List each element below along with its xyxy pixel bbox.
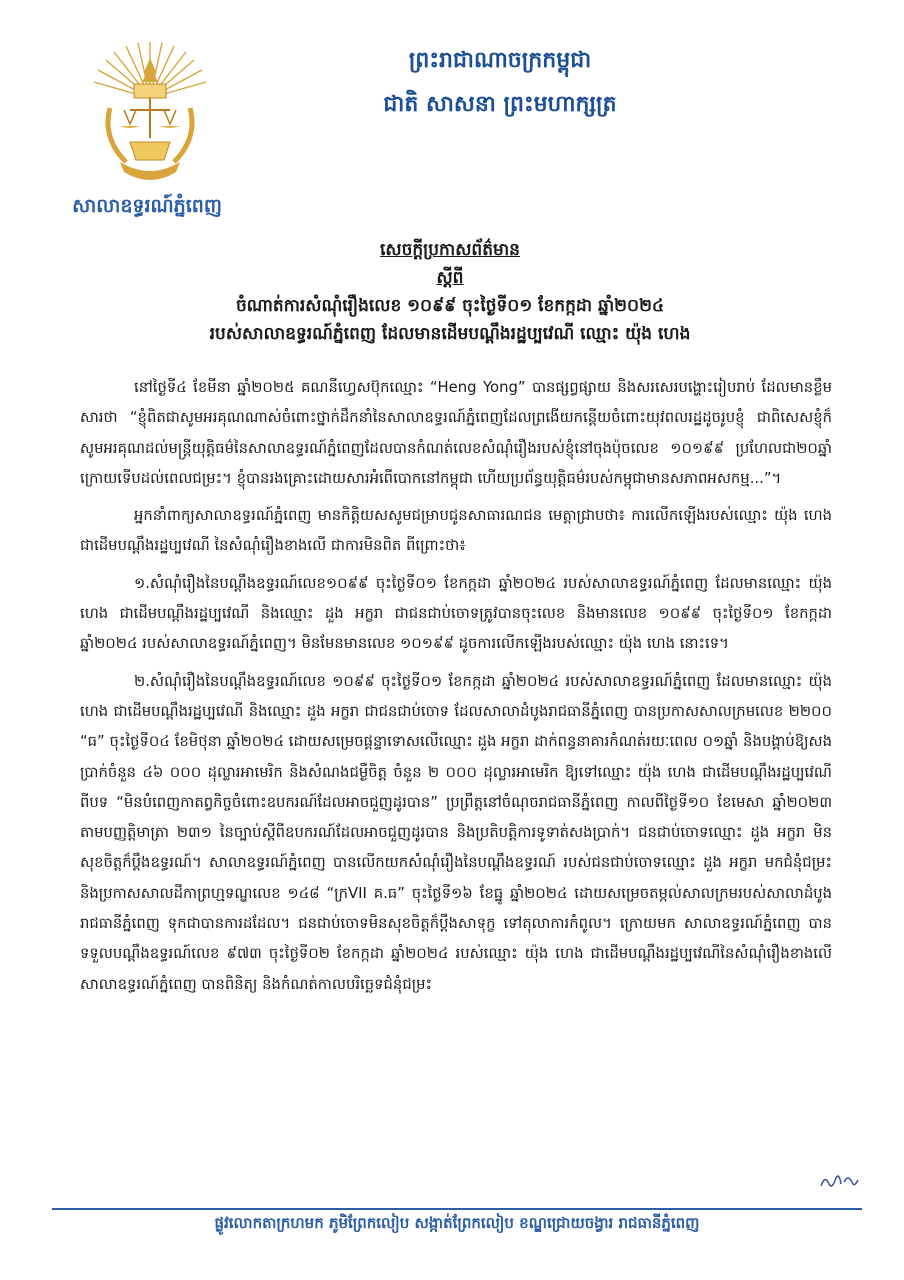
initials-signature <box>818 1170 862 1192</box>
title-plaintiff: របស់សាលាឧទ្ធរណ៍ភ្នំពេញ ដែលមានដើមបណ្តឹងរដ្ឋប្បវេណី ឈ្មោះ យ៉ុង ហេង <box>209 324 691 344</box>
court-name: សាលាឧទ្ធរណ៍ភ្នំពេញ <box>72 195 222 217</box>
footer-address: ផ្លូវលោកតាក្រហមក ភូមិព្រែកលៀប សង្កាត់ព្រែកលៀប ខណ្ឌជ្រោយចង្វារ រាជធានីភ្នំពេញ <box>214 1214 700 1232</box>
royal-court-emblem-icon <box>90 38 210 188</box>
document-title <box>110 236 790 348</box>
document-body <box>80 373 832 1007</box>
title-regarding: ស្តីពី <box>436 268 464 288</box>
title-case-number: ចំណាត់ការសំណុំរឿងលេខ ១០៩៩ ចុះថ្ងៃទី០១ ខែកក្កដា ឆ្នាំ២០២៤ <box>235 296 664 316</box>
paragraph: ១.សំណុំរឿងនៃបណ្តឹងឧទ្ធរណ៍លេខ១០៩៩ ចុះថ្ងៃទី០១ ខែកក្កដា ឆ្នាំ២០២៤ របស់សាលាឧទ្ធរណ៍ភ្នំពេញ ដែលមានឈ្មោះ យ៉ុង ហេង ជាដើមបណ្តឹងរដ្ឋប្បវេណី និងឈ្មោះ ដួង អក្ខរា ជាជនជាប់ចោទត្រូវបានចុះលេខ និងមានលេខ ១០៩៩ ចុះថ្ងៃទី០១ ខែកក្កដា ឆ្នាំ២០២៤ របស់សាលាឧទ្ធរណ៍ភ្នំពេញ។ មិនមែនមានលេខ ១០១៩៩ ដូចការលើកឡើងរបស់ឈ្មោះ យ៉ុង ហេង នោះទេ។ <box>80 574 832 653</box>
kingdom-motto <box>340 38 660 126</box>
title-press-release: សេចក្តីប្រកាសព័ត៌មាន <box>380 240 520 260</box>
footer-divider <box>52 1208 862 1210</box>
paragraph: អ្នកនាំពាក្យសាលាឧទ្ធរណ៍ភ្នំពេញ មានកិត្តិយសសូមជម្រាបជូនសាធារណជន មេត្តាជ្រាបថា៖ ការលើកឡើងរបស់ឈ្មោះ យ៉ុង ហេង ជាដើមបណ្តឹងរដ្ឋប្បវេណី នៃសំណុំរឿងខាងលើ ជាការមិនពិត ពីព្រោះថា៖ <box>80 507 832 555</box>
paragraph: នៅថ្ងៃទី៤ ខែមីនា ឆ្នាំ២០២៥ គណនីហ្វេសប៊ុកឈ្មោះ “Heng Yong” បានផ្សព្វផ្សាយ និងសរសេរបង្ហោះរៀបរាប់ ដែលមានខ្លឹមសារថា “ខ្ញុំពិតជាសូមអរគុណណាស់ចំពោះថ្នាក់ដឹកនាំនៃសាលាឧទ្ធរណ៍ភ្នំពេញដែលព្រងើយកន្តើយចំពោះយុវពលរដ្ឋដូចរូបខ្ញុំ ជាពិសេសខ្ញុំក៏សូមអរគុណដល់មន្ត្រីយុត្តិធម៌នៃសាលាឧទ្ធរណ៍ភ្នំពេញដែលបានកំណត់លេខសំណុំរឿងរបស់ខ្ញុំនៅចុងប៉ុចលេខ ១០១៩៩ ប្រហែលជា២០ឆ្នាំក្រោយទើបដល់ពេលជម្រះ។ ខ្ញុំបានរងគ្រោះដោយសារអំពើបោកនៅកម្ពុជា ហើយប្រព័ន្ធយុត្តិធម៌របស់កម្ពុជាមានសភាពអសកម្ម...”។ <box>80 379 832 487</box>
kingdom-line: ព្រះរាជាណាចក្រកម្ពុជា <box>408 47 592 73</box>
motto-line: ជាតិ សាសនា ព្រះមហាក្សត្រ <box>383 91 617 117</box>
paragraph: ២.សំណុំរឿងនៃបណ្តឹងឧទ្ធរណ៍លេខ ១០៩៩ ចុះថ្ងៃទី០១ ខែកក្កដា ឆ្នាំ២០២៤ របស់សាលាឧទ្ធរណ៍ភ្នំពេញ ដែលមានឈ្មោះ យ៉ុង ហេង ជាដើមបណ្តឹងរដ្ឋប្បវេណី និងឈ្មោះ ដួង អក្ខរា ជាជនជាប់ចោទ ដែលសាលាដំបូងរាជធានីភ្នំពេញ បានប្រកាសសាលក្រមលេខ ២២០០ “ធ” ចុះថ្ងៃទី០៤ ខែមិថុនា ឆ្នាំ២០២៤ ដោយសម្រេចផ្តន្ទាទោសលើឈ្មោះ ដួង អក្ខរា ដាក់ពន្ធនាគារកំណត់រយៈពេល ០១ឆ្នាំ និងបង្គាប់ឱ្យសងប្រាក់ចំនួន ៤៦ ០០០ ដុល្លារអាមេរិក និងសំណងជម្ងឺចិត្ត ចំនួន ២ ០០០ ដុល្លារអាមេរិក ឱ្យទៅឈ្មោះ យ៉ុង ហេង ជាដើមបណ្តឹងរដ្ឋប្បវេណី ពីបទ “មិនបំពេញកាតព្វកិច្ចចំពោះឧបករណ៍ដែលអាចជួញដូរបាន” ប្រព្រឹត្តនៅចំណុចរាជធានីភ្នំពេញ កាលពីថ្ងៃទី១០ ខែមេសា ឆ្នាំ២០២៣ តាមបញ្ញត្តិមាត្រា ២៣១ នៃច្បាប់ស្តីពីឧបករណ៍ដែលអាចជួញដូរបាន និងប្រតិបត្តិការទូទាត់សងប្រាក់។ ជនជាប់ចោទឈ្មោះ ដួង អក្ខរា មិនសុខចិត្តក៏ប្តឹងឧទ្ធរណ៍។ សាលាឧទ្ធរណ៍ភ្នំពេញ បានលើកយកសំណុំរឿងនៃបណ្តឹងឧទ្ធរណ៍ របស់ជនជាប់ចោទឈ្មោះ ដួង អក្ខរា មកជំនុំជម្រះ និងប្រកាសសាលដីកាព្រហ្មទណ្ឌលេខ ១៤៨ “ក្រVII គ.ធ” ចុះថ្ងៃទី១៦ ខែធ្នូ ឆ្នាំ២០២៤ ដោយសម្រេចតម្កល់សាលក្រមរបស់សាលាដំបូងរាជធានីភ្នំពេញ ទុកជាបានការដដែល។ ជនជាប់ចោទមិនសុខចិត្តក៏ប្តឹងសាទុក្ខ ទៅតុលាការកំពូល។ ក្រោយមក សាលាឧទ្ធរណ៍ភ្នំពេញ បានទទួលបណ្តឹងឧទ្ធរណ៍លេខ ៩៧៣ ចុះថ្ងៃទី០២ ខែកក្កដា ឆ្នាំ២០២៤ របស់ឈ្មោះ យ៉ុង ហេង ជាដើមបណ្តឹងរដ្ឋប្បវេណីនៃសំណុំរឿងខាងលើ សាលាឧទ្ធរណ៍ភ្នំពេញ បានពិនិត្យ និងកំណត់កាលបរិច្ឆេទជំនុំជម្រះ <box>80 672 832 993</box>
